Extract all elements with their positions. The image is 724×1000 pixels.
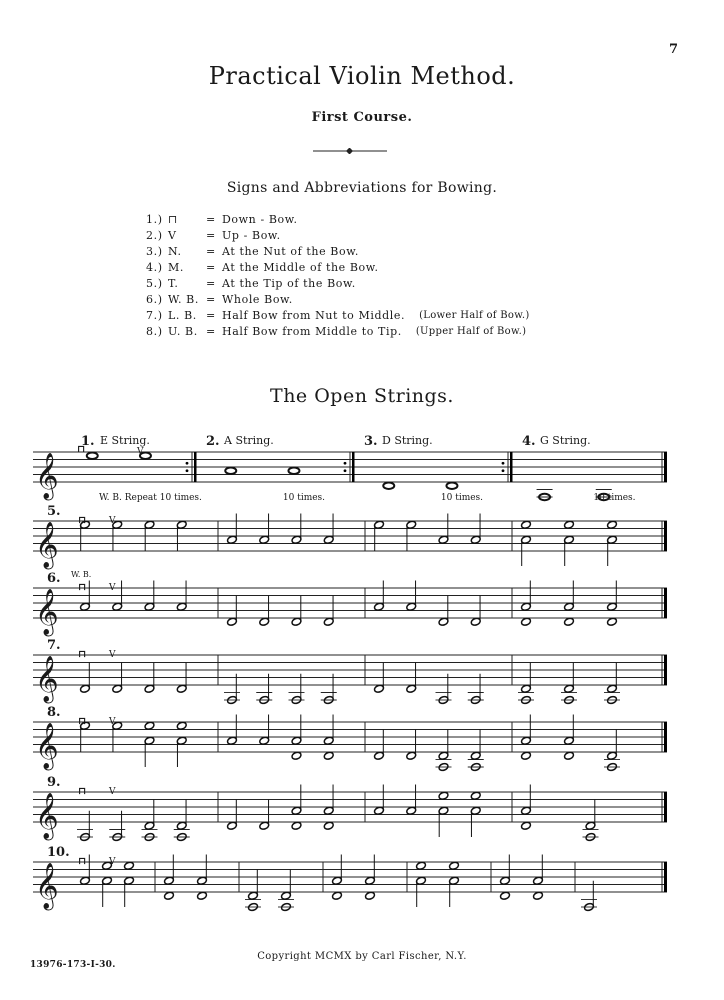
half-note [374, 684, 385, 693]
plate-number: 13976-173-I-30. [30, 960, 116, 970]
half-note [176, 684, 187, 693]
half-note [374, 751, 385, 760]
half-note [521, 535, 532, 544]
whole-note [446, 483, 457, 489]
abbr-text: At the Tip of the Bow. [222, 277, 356, 290]
abbr-text: Down - Bow. [222, 213, 298, 226]
half-note [470, 617, 481, 626]
final-barline [664, 722, 667, 752]
half-note [323, 806, 334, 815]
half-note [164, 891, 175, 900]
abbr-text: At the Nut of the Bow. [222, 245, 360, 258]
half-note [102, 861, 113, 870]
string-label: A String. [224, 434, 274, 447]
half-note [533, 891, 544, 900]
abbr-number: 1.) [146, 213, 163, 226]
half-note [521, 602, 532, 611]
treble-clef-icon: 𝄞 [35, 522, 59, 568]
up-bow-icon: V [109, 583, 116, 593]
treble-clef-icon: 𝄞 [35, 863, 59, 909]
half-note [144, 821, 155, 830]
up-bow-icon: V [109, 650, 116, 660]
abbr-sign: T. [168, 277, 179, 290]
abbreviation-row [146, 308, 530, 324]
repeat-dot [502, 469, 505, 472]
abbreviation-row [146, 260, 530, 276]
abbr-equals: = [206, 277, 216, 290]
staff-exercise [33, 571, 667, 637]
half-note [564, 751, 575, 760]
repeat-dot [344, 462, 347, 465]
half-note [281, 891, 292, 900]
half-note [144, 520, 155, 529]
staff-exercise [33, 705, 667, 772]
half-note [323, 535, 334, 544]
exercise-number: 9. [47, 775, 61, 790]
up-bow-icon: V [109, 717, 116, 727]
half-note [112, 684, 123, 693]
half-note [374, 520, 385, 529]
abbreviation-row [146, 276, 530, 292]
half-note [80, 602, 91, 611]
abbr-number: 4.) [146, 261, 163, 274]
repeat-instruction: 10 times. [440, 493, 484, 503]
half-note [332, 891, 343, 900]
half-note [176, 602, 187, 611]
whole-note [225, 468, 236, 474]
half-note [144, 602, 155, 611]
half-note [176, 821, 187, 830]
half-note [259, 821, 270, 830]
repeat-barline [352, 452, 355, 482]
final-barline [664, 521, 667, 551]
abbr-text: Half Bow from Middle to Tip. [222, 325, 402, 338]
half-note [470, 791, 481, 800]
open-strings-heading: The Open Strings. [270, 385, 454, 407]
up-bow-icon: V [109, 857, 116, 867]
half-note [291, 751, 302, 760]
up-bow-icon: V [109, 787, 116, 797]
exercise-number: 5. [47, 504, 61, 519]
half-note [564, 736, 575, 745]
abbr-number: 3.) [146, 245, 163, 258]
abbr-note: (Upper Half of Bow.) [415, 326, 527, 337]
half-note [521, 821, 532, 830]
half-note [521, 617, 532, 626]
half-note [406, 751, 417, 760]
string-label: D String. [382, 434, 433, 447]
repeat-barline [510, 452, 513, 482]
abbr-sign: M. [168, 261, 184, 274]
down-bow-icon: ⊓ [78, 856, 87, 867]
exercise-number: 10. [47, 845, 70, 860]
down-bow-icon: ⊓ [77, 444, 86, 455]
half-note [291, 736, 302, 745]
page-title: Practical Violin Method. [208, 62, 516, 90]
half-note [80, 684, 91, 693]
up-bow-icon: V [109, 516, 116, 526]
half-note [323, 617, 334, 626]
half-note [365, 891, 376, 900]
half-note [470, 751, 481, 760]
abbr-equals: = [206, 213, 216, 226]
treble-clef-icon: 𝄞 [35, 723, 59, 769]
half-note [164, 876, 175, 885]
half-note [470, 535, 481, 544]
half-note [406, 684, 417, 693]
repeat-dot [186, 469, 189, 472]
half-note [521, 736, 532, 745]
abbr-sign: V [168, 229, 177, 242]
half-note [406, 520, 417, 529]
half-note [124, 861, 135, 870]
half-note [416, 876, 427, 885]
abbr-number: 5.) [146, 277, 163, 290]
half-note [144, 721, 155, 730]
half-note [144, 684, 155, 693]
final-barline [664, 588, 667, 618]
half-note [500, 891, 511, 900]
staff-open-strings [33, 434, 667, 503]
half-note [438, 617, 449, 626]
half-note [564, 684, 575, 693]
abbr-sign: L. B. [168, 309, 197, 322]
abbreviation-row [146, 244, 530, 260]
half-note [585, 821, 596, 830]
treble-clef-icon: 𝄞 [35, 589, 59, 635]
half-note [374, 806, 385, 815]
abbr-sign: U. B. [168, 325, 198, 338]
abbreviation-row [146, 292, 530, 308]
half-note [438, 751, 449, 760]
half-note [176, 736, 187, 745]
half-note [521, 520, 532, 529]
repeat-dot [186, 462, 189, 465]
half-note [500, 876, 511, 885]
page-number: 7 [668, 42, 678, 57]
half-note [197, 876, 208, 885]
half-note [607, 617, 618, 626]
half-note [438, 535, 449, 544]
half-note [470, 806, 481, 815]
half-note [607, 751, 618, 760]
half-note [438, 791, 449, 800]
treble-clef-icon: 𝄞 [35, 793, 59, 839]
half-note [112, 602, 123, 611]
abbreviation-row [146, 228, 530, 244]
abbreviation-row [146, 212, 530, 228]
abbr-sign: W. B. [168, 293, 199, 306]
final-barline [664, 655, 667, 685]
staff-exercise [33, 845, 667, 912]
half-note [533, 876, 544, 885]
half-note [607, 602, 618, 611]
half-note [176, 520, 187, 529]
half-note [607, 684, 618, 693]
abbr-equals: = [206, 261, 216, 274]
half-note [259, 736, 270, 745]
half-note [374, 602, 385, 611]
abbr-note: (Lower Half of Bow.) [419, 310, 530, 321]
repeat-dot [344, 469, 347, 472]
ornament-divider [313, 148, 387, 154]
half-note [449, 876, 460, 885]
half-note [227, 535, 238, 544]
half-note [291, 617, 302, 626]
up-bow-icon: V [137, 447, 144, 457]
string-label: E String. [100, 434, 150, 447]
abbr-text: Whole Bow. [222, 293, 293, 306]
abbr-text: Half Bow from Nut to Middle. [222, 309, 406, 322]
repeat-instruction: 10 times. [282, 493, 326, 503]
half-note [259, 617, 270, 626]
half-note [564, 520, 575, 529]
final-barline [664, 862, 667, 892]
half-note [438, 806, 449, 815]
half-note [291, 535, 302, 544]
half-note [416, 861, 427, 870]
half-note [332, 876, 343, 885]
abbr-equals: = [206, 325, 216, 338]
half-note [259, 535, 270, 544]
repeat-dot [502, 462, 505, 465]
final-barline [664, 792, 667, 822]
whole-bow-mark: W. B. [71, 570, 92, 579]
signs-heading: Signs and Abbreviations for Bowing. [226, 180, 498, 196]
down-bow-icon: ⊓ [78, 515, 87, 526]
half-note [227, 821, 238, 830]
exercise-number: 8. [47, 705, 61, 720]
half-note [564, 602, 575, 611]
half-note [323, 751, 334, 760]
whole-note [288, 468, 299, 474]
abbr-number: 6.) [146, 293, 163, 306]
exercise-number: 7. [47, 638, 61, 653]
repeat-instruction: 10 times. [593, 493, 636, 503]
half-note [365, 876, 376, 885]
abbr-text: At the Middle of the Bow. [222, 261, 379, 274]
staff-exercise [33, 504, 667, 579]
half-note [227, 736, 238, 745]
half-note [564, 617, 575, 626]
half-note [291, 821, 302, 830]
abbr-sign: N. [168, 245, 182, 258]
half-note [406, 602, 417, 611]
abbr-number: 2.) [146, 229, 163, 242]
half-note [227, 617, 238, 626]
final-barline [664, 452, 667, 482]
half-note [102, 876, 113, 885]
staff-exercise [33, 775, 667, 842]
half-note [521, 684, 532, 693]
half-note [323, 821, 334, 830]
string-number: 2. [206, 434, 220, 449]
down-bow-icon: ⊓ [78, 786, 87, 797]
exercise-number: 6. [47, 571, 61, 586]
half-note [144, 736, 155, 745]
treble-clef-icon: 𝄞 [35, 453, 59, 499]
music-score [0, 430, 724, 950]
whole-note [383, 483, 394, 489]
abbr-number: 8.) [146, 325, 163, 338]
half-note [607, 535, 618, 544]
half-note [323, 736, 334, 745]
half-note [124, 876, 135, 885]
half-note [176, 721, 187, 730]
abbr-text: Up - Bow. [222, 229, 281, 242]
string-number: 1. [81, 434, 95, 449]
half-note [197, 891, 208, 900]
abbr-equals: = [206, 229, 216, 242]
string-label: G String. [540, 434, 591, 447]
half-note [607, 520, 618, 529]
half-note [564, 535, 575, 544]
half-note [521, 806, 532, 815]
half-note [248, 891, 259, 900]
copyright-notice: Copyright MCMX by Carl Fischer, N.Y. [257, 951, 467, 962]
abbreviation-list [146, 212, 530, 340]
abbreviation-row [146, 324, 530, 340]
page-subtitle: First Course. [311, 110, 413, 125]
half-note [449, 861, 460, 870]
down-bow-icon: ⊓ [78, 716, 87, 727]
repeat-instruction: W. B. Repeat 10 times. [99, 493, 202, 503]
string-number: 4. [522, 434, 536, 449]
abbr-equals: = [206, 293, 216, 306]
string-number: 3. [364, 434, 378, 449]
half-note [406, 806, 417, 815]
abbr-equals: = [206, 245, 216, 258]
treble-clef-icon: 𝄞 [35, 656, 59, 702]
half-note [291, 806, 302, 815]
abbr-sign: ⊓ [168, 213, 178, 226]
down-bow-icon: ⊓ [78, 582, 87, 593]
staff-exercise [33, 638, 667, 705]
down-bow-icon: ⊓ [78, 649, 87, 660]
half-note [521, 751, 532, 760]
abbr-equals: = [206, 309, 216, 322]
half-note [80, 876, 91, 885]
abbr-number: 7.) [146, 309, 163, 322]
repeat-barline [194, 452, 197, 482]
whole-note [87, 453, 98, 459]
